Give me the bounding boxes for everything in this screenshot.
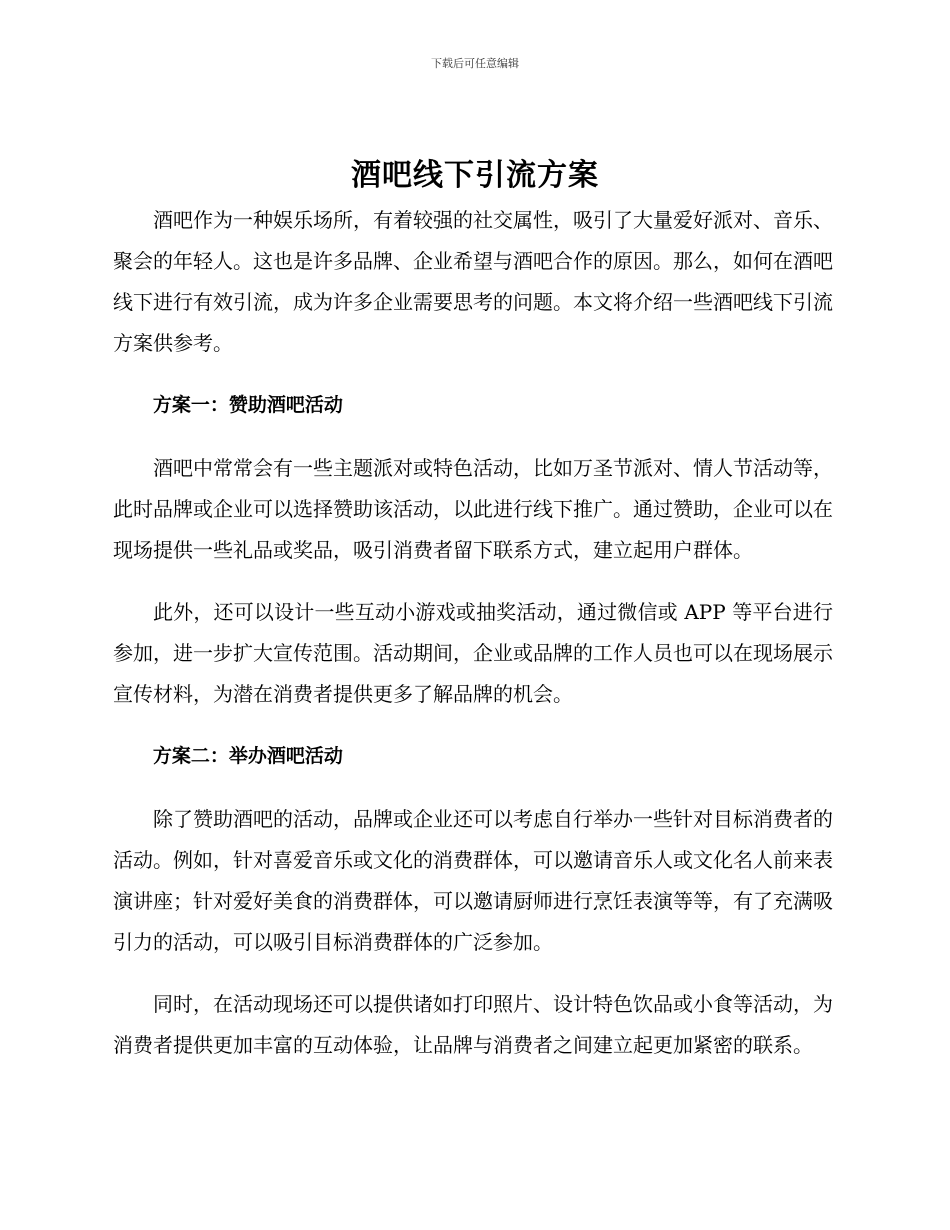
intro-paragraph: 酒吧作为一种娱乐场所，有着较强的社交属性，吸引了大量爱好派对、音乐、聚会的年轻人。这也是许多品牌、企业希望与酒吧合作的原因。那么，如何在酒吧线下进行有效引流，成为许多企业需要思考的问题。本文将介绍一些酒吧线下引流方案供参考。: [113, 208, 833, 355]
section-heading-1: 方案一：赞助酒吧活动: [152, 394, 343, 416]
section-1-paragraph-2: 此外，还可以设计一些互动小游戏或抽奖活动，通过微信或 APP 等平台进行参加，进一步扩大宣传范围。活动期间，企业或品牌的工作人员也可以在现场展示宣传材料，为潜在消费者提供更多了解品牌的机会。: [113, 600, 833, 706]
section-2-paragraph-1: 除了赞助酒吧的活动，品牌或企业还可以考虑自行举办一些针对目标消费者的活动。例如，针对喜爱音乐或文化的消费群体，可以邀请音乐人或文化名人前来表演讲座；针对爱好美食的消费群体，可以邀请厨师进行烹饪表演等等，有了充满吸引力的活动，可以吸引目标消费群体的广泛参加。: [113, 807, 833, 954]
section-2-paragraph-2: 同时，在活动现场还可以提供诸如打印照片、设计特色饮品或小食等活动，为消费者提供更加丰富的互动体验，让品牌与消费者之间建立起更加紧密的联系。: [113, 992, 833, 1057]
section-1-paragraph-1: 酒吧中常常会有一些主题派对或特色活动，比如万圣节派对、情人节活动等，此时品牌或企业可以选择赞助该活动，以此进行线下推广。通过赞助，企业可以在现场提供一些礼品或奖品，吸引消费者留下联系方式，建立起用户群体。: [113, 456, 833, 562]
document-title: 酒吧线下引流方案: [351, 158, 599, 193]
section-heading-2: 方案二：举办酒吧活动: [152, 745, 343, 767]
header-note: 下载后可任意编辑: [431, 57, 519, 70]
document-body: [113, 200, 833, 1087]
